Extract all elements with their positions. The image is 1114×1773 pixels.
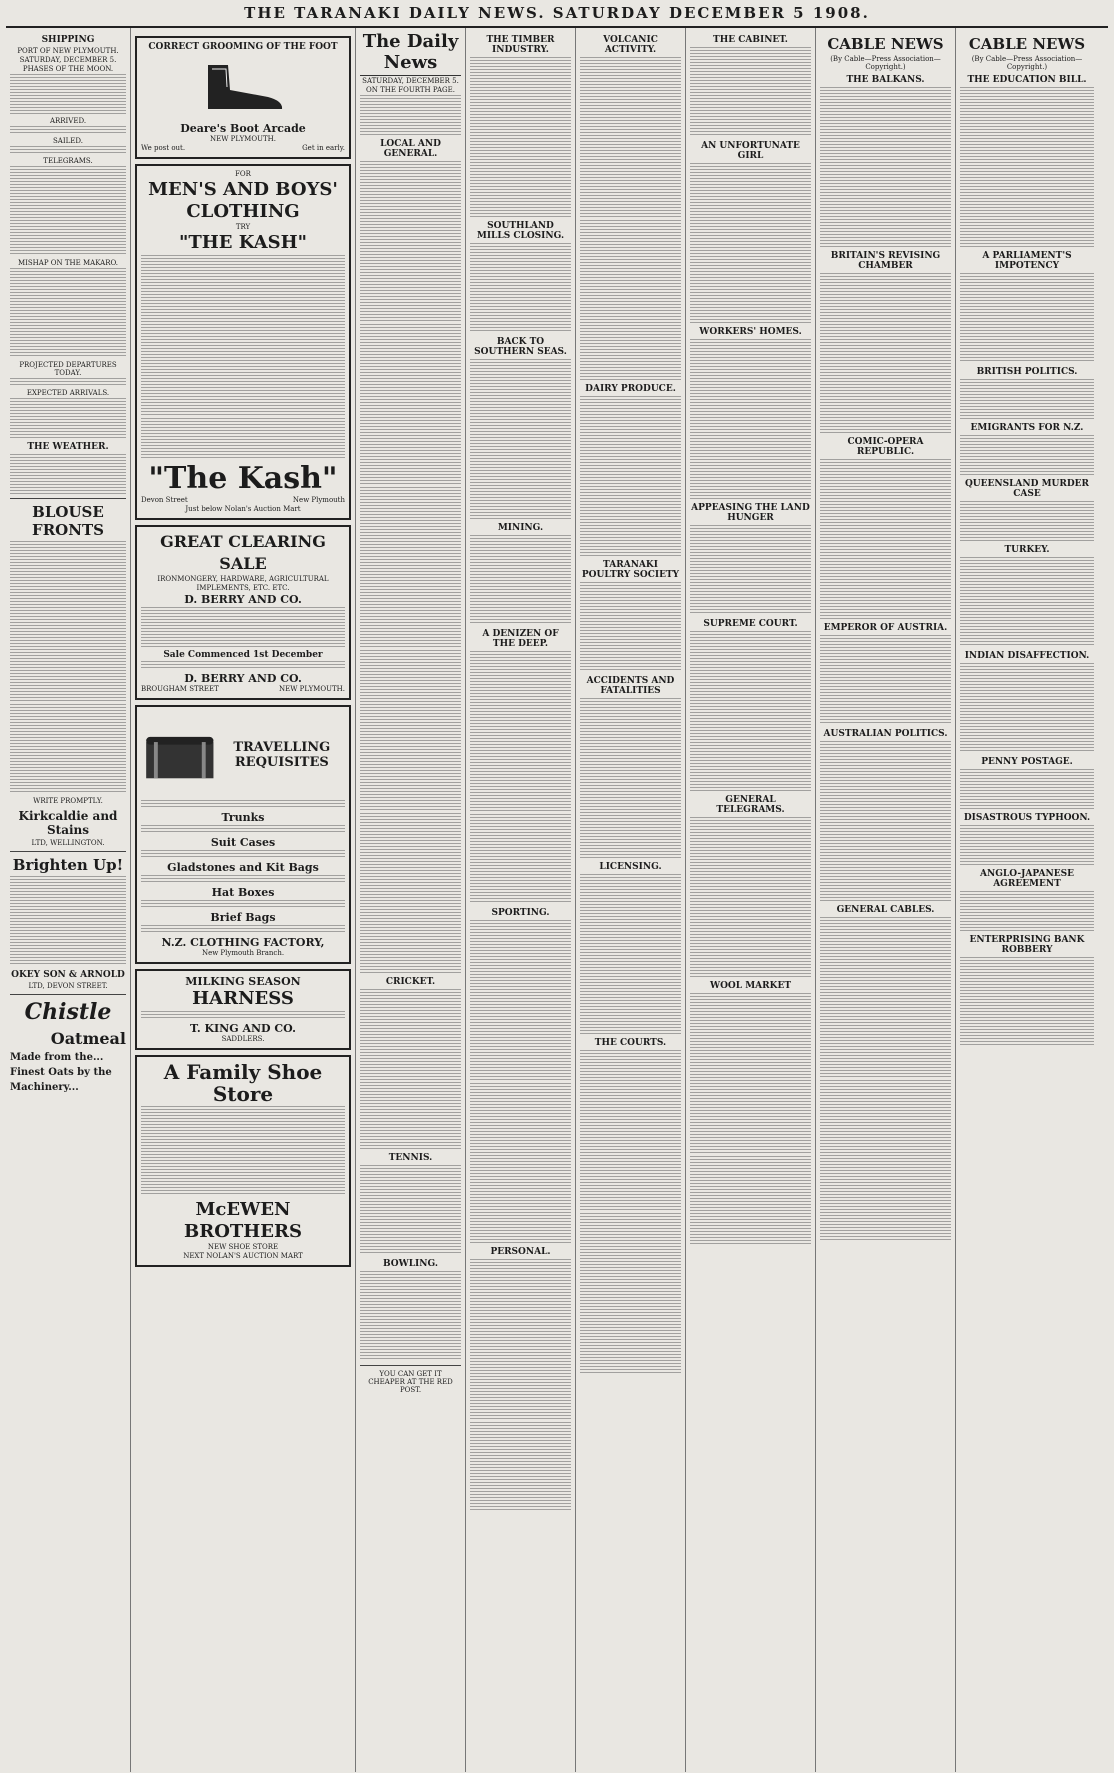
clearing-ad: [135, 525, 351, 700]
weather-heading: THE WEATHER.: [27, 442, 109, 452]
moon-heading: PHASES OF THE MOON.: [22, 65, 114, 73]
workers-heading: WORKERS' HOMES.: [699, 327, 802, 337]
text-block: [960, 379, 1094, 419]
daily-news-date: SATURDAY, DECEMBER 5.: [362, 77, 459, 85]
kash-logo: "The Kash": [148, 461, 338, 496]
text-block: [690, 47, 811, 137]
general-cables-heading: GENERAL CABLES.: [836, 905, 935, 915]
text-block: [360, 813, 461, 973]
projected-heading: PROJECTED DEPARTURES TODAY.: [19, 361, 117, 377]
personal-heading: PERSONAL.: [490, 1247, 551, 1257]
text-block: [690, 631, 811, 791]
column-timber: [466, 28, 576, 1772]
berry-town: NEW PLYMOUTH.: [279, 685, 345, 693]
text-block: [690, 1156, 811, 1246]
text-block: [470, 535, 571, 625]
blouse-heading: BLOUSE FRONTS: [32, 503, 104, 539]
contents-heading: ON THE FOURTH PAGE.: [366, 86, 455, 94]
column-cable-news-1: [816, 28, 956, 1772]
harness-heading: HARNESS: [192, 988, 294, 1009]
cable-news-sub: (By Cable—Press Association—Copyright.): [830, 55, 941, 71]
sailed-heading: SAILED.: [53, 137, 83, 145]
brief-bags-label: Brief Bags: [210, 911, 276, 924]
text-block: [960, 769, 1094, 809]
king-name: T. KING AND CO.: [190, 1022, 296, 1035]
mcewen-name: McEWEN BROTHERS: [184, 1199, 302, 1242]
southland-heading: SOUTHLAND MILLS CLOSING.: [476, 221, 565, 241]
text-block: [360, 1165, 461, 1255]
text-block: [141, 661, 345, 669]
text-block: [960, 957, 1094, 1047]
poultry-heading: TARANAKI POULTRY SOCIETY: [581, 560, 680, 580]
telegrams-heading: TELEGRAMS.: [43, 157, 93, 165]
text-block: [10, 74, 126, 114]
divider: [10, 851, 126, 852]
kirkcaldie-name: Kirkcaldie and Stains: [18, 809, 118, 837]
text-block: [10, 541, 126, 701]
text-block: [960, 87, 1094, 247]
text-block: [10, 126, 126, 134]
text-block: [141, 607, 345, 647]
text-block: [10, 166, 126, 256]
penny-heading: PENNY POSTAGE.: [981, 757, 1073, 767]
grooming-heading: CORRECT GROOMING OF THE FOOT: [148, 42, 338, 52]
text-block: [141, 900, 345, 908]
boot-icon: [198, 55, 288, 115]
text-block: [580, 1213, 681, 1373]
supreme-heading: SUPREME COURT.: [703, 619, 798, 629]
kirkcaldie-sub: LTD, WELLINGTON.: [31, 839, 105, 847]
text-block: [141, 800, 345, 808]
text-block: [360, 95, 461, 135]
column-cable-news-2: [956, 28, 1098, 1772]
okey-sub: LTD, DEVON STREET.: [28, 982, 108, 990]
for-label: FOR: [235, 170, 251, 178]
sporting-heading: SPORTING.: [491, 908, 550, 918]
volcanic-heading: VOLCANIC ACTIVITY.: [603, 35, 658, 55]
emperor-heading: EMPEROR OF AUSTRIA.: [823, 623, 948, 633]
text-block: [141, 255, 345, 415]
text-block: [820, 459, 951, 619]
text-block: [360, 650, 461, 810]
brighten-heading: Brighten Up!: [12, 856, 124, 874]
text-block: [580, 582, 681, 672]
family-shoe-ad: [135, 1055, 351, 1267]
travelling-ad: [135, 705, 351, 964]
balkans-heading: THE BALKANS.: [846, 75, 925, 85]
arrived-heading: ARRIVED.: [49, 117, 87, 125]
text-block: [141, 925, 345, 933]
clothing-factory: N.Z. CLOTHING FACTORY,: [161, 936, 325, 949]
text-block: [470, 1083, 571, 1243]
suit-cases-label: Suit Cases: [210, 836, 276, 849]
footer-note: YOU CAN GET IT CHEAPER AT THE RED POST.: [368, 1370, 453, 1394]
text-block: [141, 875, 345, 883]
parliament-heading: A PARLIAMENT'S IMPOTENCY: [982, 251, 1072, 271]
text-block: [960, 273, 1094, 363]
queensland-heading: QUEENSLAND MURDER CASE: [964, 479, 1090, 499]
text-block: [141, 1106, 345, 1196]
kash-street: Devon Street: [141, 496, 188, 504]
british-heading: BRITISH POLITICS.: [976, 367, 1078, 377]
text-block: [10, 398, 126, 438]
text-block: [820, 917, 951, 1077]
text-block: [10, 378, 126, 386]
text-block: [820, 1080, 951, 1240]
comic-heading: COMIC-OPERA REPUBLIC.: [847, 437, 924, 457]
mining-heading: MINING.: [497, 523, 544, 533]
local-heading: LOCAL AND GENERAL.: [380, 139, 441, 159]
berry-name: D. BERRY AND CO.: [184, 593, 302, 606]
divider: [10, 498, 126, 499]
clothing-branch: New Plymouth Branch.: [201, 949, 285, 957]
clearing-sub: IRONMONGERY, HARDWARE, AGRICULTURAL IMPLEMENTS, ETC. ETC.: [157, 575, 329, 592]
column-adverts: [131, 28, 356, 1772]
education-heading: THE EDUCATION BILL.: [967, 75, 1087, 85]
back-south-heading: BACK TO SOUTHERN SEAS.: [474, 337, 567, 357]
text-block: [580, 874, 681, 1034]
australian-heading: AUSTRALIAN POLITICS.: [823, 729, 948, 739]
text-block: [470, 920, 571, 1080]
clearing-heading: GREAT CLEARING SALE: [160, 532, 326, 573]
accidents-heading: ACCIDENTS AND FATALITIES: [586, 676, 675, 696]
deare-name: Deare's Boot Arcade: [180, 122, 306, 135]
finest-oats: Finest Oats by the: [10, 1067, 112, 1078]
text-block: [10, 454, 126, 494]
text-block: [470, 651, 571, 811]
licensing-heading: LICENSING.: [599, 862, 662, 872]
berry-address: [141, 685, 345, 694]
text-block: [141, 1011, 345, 1019]
turkey-heading: TURKEY.: [1004, 545, 1050, 555]
kash-quote: "THE KASH": [178, 232, 308, 253]
trunks-label: Trunks: [221, 811, 265, 824]
cricket-heading: CRICKET.: [385, 977, 436, 987]
mcewen-sub: NEW SHOE STORE: [207, 1243, 279, 1251]
kash-town: New Plymouth: [292, 496, 345, 504]
berry-street: BROUGHAM STREET: [141, 685, 219, 693]
text-block: [360, 487, 461, 647]
kash-below: Just below Nolan's Auction Mart: [185, 505, 301, 513]
unfortunate-heading: AN UNFORTUNATE GIRL: [701, 141, 800, 161]
text-block: [470, 1259, 571, 1419]
text-block: [10, 876, 126, 966]
deare-tag: We post out.: [141, 144, 186, 152]
chistle-heading: Chistle: [24, 999, 112, 1025]
kash-ad: [135, 164, 351, 520]
try-label: TRY: [235, 223, 251, 231]
text-block: [141, 418, 345, 458]
deare-tags: [141, 144, 345, 153]
king-sub: SADDLERS.: [221, 1035, 265, 1043]
cable-news-title: CABLE NEWS: [827, 35, 944, 53]
indian-heading: INDIAN DISAFFECTION.: [964, 651, 1090, 661]
text-block: [690, 163, 811, 323]
text-block: [360, 1271, 461, 1361]
gladstones-label: Gladstones and Kit Bags: [167, 861, 319, 874]
text-block: [820, 273, 951, 433]
tennis-heading: TENNIS.: [388, 1153, 433, 1163]
trunk-icon: [141, 715, 219, 795]
text-block: [360, 161, 461, 321]
text-block: [580, 1050, 681, 1210]
text-block: [820, 635, 951, 725]
mishap-heading: MISHAP ON THE MAKARO.: [17, 259, 119, 267]
masthead: THE TARANAKI DAILY NEWS. SATURDAY DECEMBER 5 1908.: [6, 0, 1108, 28]
text-block: [580, 220, 681, 380]
denizen-heading: A DENIZEN OF THE DEEP.: [482, 629, 559, 649]
made-from: Made from the...: [10, 1052, 104, 1063]
kash-address: [141, 496, 345, 505]
text-block: [141, 850, 345, 858]
grooming-ad: [135, 36, 351, 159]
timber-heading: THE TIMBER INDUSTRY.: [486, 35, 555, 55]
cabinet-heading: THE CABINET.: [713, 35, 788, 45]
shipping-heading: SHIPPING: [41, 35, 95, 45]
text-block: [820, 87, 951, 247]
text-block: [470, 359, 571, 519]
text-block: [690, 525, 811, 615]
bowling-heading: BOWLING.: [383, 1259, 438, 1269]
hat-boxes-label: Hat Boxes: [211, 886, 275, 899]
text-block: [470, 57, 571, 217]
text-block: [690, 339, 811, 499]
oatmeal-heading: Oatmeal: [50, 1029, 126, 1048]
column-volcanic: [576, 28, 686, 1772]
okey-name: OKEY SON & ARNOLD: [11, 970, 125, 980]
text-block: [470, 1422, 571, 1512]
text-block: [580, 57, 681, 217]
sale-commenced: Sale Commenced 1st December: [163, 650, 323, 660]
emigrants-heading: EMIGRANTS FOR N.Z.: [970, 423, 1084, 433]
mens-clothing: MEN'S AND BOYS' CLOTHING: [148, 179, 338, 222]
text-block: [10, 704, 126, 794]
text-block: [470, 814, 571, 904]
disastrous-heading: DISASTROUS TYPHOON.: [963, 813, 1091, 823]
text-block: [470, 243, 571, 333]
travelling-heading: TRAVELLING REQUISITES: [233, 740, 331, 770]
text-block: [960, 435, 1094, 475]
text-block: [960, 501, 1094, 541]
mcewen-address: NEXT NOLAN'S AUCTION MART: [183, 1252, 303, 1260]
text-block: [10, 268, 126, 358]
text-block: [360, 989, 461, 1149]
text-block: [960, 557, 1094, 647]
text-block: [960, 825, 1094, 865]
text-block: [690, 817, 811, 977]
cable-news-title: CABLE NEWS: [968, 35, 1086, 53]
text-block: [10, 146, 126, 154]
text-block: [580, 698, 681, 858]
wool-heading: WOOL MARKET: [709, 981, 792, 991]
text-block: [580, 396, 681, 556]
land-hunger-heading: APPEASING THE LAND HUNGER: [691, 503, 810, 523]
column-cabinet: [686, 28, 816, 1772]
shipping-date: SATURDAY, DECEMBER 5.: [19, 56, 117, 64]
text-block: [820, 741, 951, 901]
lords-heading: BRITAIN'S REVISING CHAMBER: [830, 251, 941, 271]
text-block: [690, 993, 811, 1153]
telegrams-heading: GENERAL TELEGRAMS.: [716, 795, 785, 815]
text-block: [960, 891, 1094, 931]
berry-footer: D. BERRY AND CO.: [184, 672, 302, 685]
machinery: Machinery...: [10, 1082, 79, 1093]
text-block: [960, 663, 1094, 753]
courts-heading: THE COURTS.: [594, 1038, 667, 1048]
divider: [360, 1365, 461, 1366]
write-promptly: WRITE PROMPTLY.: [33, 797, 103, 805]
deare-sub: NEW PLYMOUTH.: [210, 135, 276, 143]
family-heading: A Family Shoe Store: [163, 1060, 323, 1106]
bank-heading: ENTERPRISING BANK ROBBERY: [969, 935, 1085, 955]
daily-news-title: The Daily News: [360, 31, 461, 76]
dairy-heading: DAIRY PRODUCE.: [585, 384, 676, 394]
columns: [6, 28, 1108, 1772]
cable-news-sub: (By Cable—Press Association—Copyright.): [971, 55, 1083, 71]
deare-tag: Get in early.: [302, 144, 345, 152]
harness-ad: [135, 969, 351, 1050]
expected-heading: EXPECTED ARRIVALS.: [26, 389, 110, 397]
column-daily-news: [356, 28, 466, 1772]
divider: [10, 994, 126, 995]
column-shipping: [6, 28, 131, 1772]
anglo-heading: ANGLO-JAPANESE AGREEMENT: [980, 869, 1074, 889]
text-block: [141, 825, 345, 833]
milking-heading: MILKING SEASON: [185, 975, 301, 988]
text-block: [360, 324, 461, 484]
port-heading: PORT OF NEW PLYMOUTH.: [17, 47, 119, 55]
